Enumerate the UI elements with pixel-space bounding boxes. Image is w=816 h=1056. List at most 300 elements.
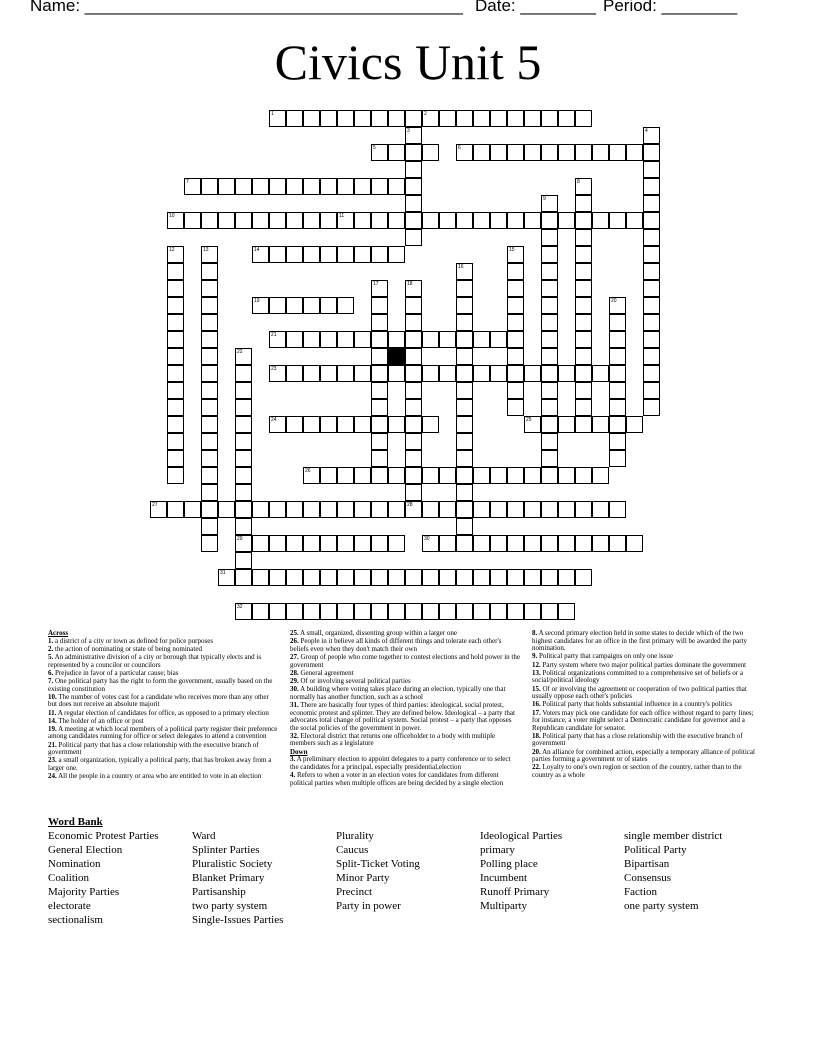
grid-cell[interactable]: [490, 535, 507, 552]
grid-cell[interactable]: [320, 365, 337, 382]
grid-cell[interactable]: [405, 127, 422, 144]
grid-cell[interactable]: [422, 535, 439, 552]
grid-cell[interactable]: [541, 416, 558, 433]
grid-cell[interactable]: [371, 246, 388, 263]
grid-cell[interactable]: [371, 144, 388, 161]
grid-cell[interactable]: [371, 110, 388, 127]
grid-cell[interactable]: [490, 467, 507, 484]
grid-cell[interactable]: [337, 569, 354, 586]
grid-cell[interactable]: [626, 535, 643, 552]
grid-cell[interactable]: [201, 382, 218, 399]
grid-cell[interactable]: [575, 246, 592, 263]
grid-cell[interactable]: [609, 212, 626, 229]
grid-cell[interactable]: [320, 467, 337, 484]
grid-cell[interactable]: [490, 569, 507, 586]
grid-cell[interactable]: [371, 467, 388, 484]
grid-cell[interactable]: [371, 569, 388, 586]
name-field[interactable]: Name: ________________________________________: [30, 0, 463, 15]
grid-cell[interactable]: [626, 212, 643, 229]
grid-cell[interactable]: [286, 297, 303, 314]
grid-cell[interactable]: [167, 263, 184, 280]
grid-cell[interactable]: [303, 246, 320, 263]
grid-cell[interactable]: [286, 246, 303, 263]
grid-cell[interactable]: [252, 297, 269, 314]
grid-cell[interactable]: [422, 212, 439, 229]
grid-cell[interactable]: [252, 603, 269, 620]
grid-cell[interactable]: [405, 399, 422, 416]
grid-cell[interactable]: [507, 297, 524, 314]
grid-cell[interactable]: [320, 569, 337, 586]
grid-cell[interactable]: [405, 161, 422, 178]
grid-cell[interactable]: [575, 569, 592, 586]
grid-cell[interactable]: [541, 331, 558, 348]
grid-cell[interactable]: [303, 297, 320, 314]
grid-cell[interactable]: [490, 110, 507, 127]
grid-cell[interactable]: [541, 467, 558, 484]
grid-cell[interactable]: [575, 348, 592, 365]
grid-cell[interactable]: [235, 433, 252, 450]
grid-cell[interactable]: [524, 569, 541, 586]
grid-cell[interactable]: [201, 212, 218, 229]
grid-cell[interactable]: [575, 416, 592, 433]
grid-cell[interactable]: [252, 178, 269, 195]
grid-cell[interactable]: [405, 365, 422, 382]
grid-cell[interactable]: [575, 535, 592, 552]
grid-cell[interactable]: [337, 178, 354, 195]
grid-cell[interactable]: [507, 535, 524, 552]
grid-cell[interactable]: [201, 467, 218, 484]
grid-cell[interactable]: [303, 178, 320, 195]
grid-cell[interactable]: [524, 501, 541, 518]
grid-cell[interactable]: [507, 331, 524, 348]
grid-cell[interactable]: [235, 178, 252, 195]
grid-cell[interactable]: [507, 263, 524, 280]
grid-cell[interactable]: [524, 144, 541, 161]
grid-cell[interactable]: [337, 110, 354, 127]
grid-cell[interactable]: [167, 246, 184, 263]
grid-cell[interactable]: [609, 382, 626, 399]
grid-cell[interactable]: [167, 450, 184, 467]
grid-cell[interactable]: [269, 535, 286, 552]
grid-cell[interactable]: [643, 365, 660, 382]
grid-cell[interactable]: [575, 144, 592, 161]
grid-cell[interactable]: [167, 501, 184, 518]
grid-cell[interactable]: [354, 246, 371, 263]
grid-cell[interactable]: [269, 416, 286, 433]
grid-cell[interactable]: [592, 365, 609, 382]
grid-cell[interactable]: [286, 569, 303, 586]
grid-cell[interactable]: [201, 484, 218, 501]
grid-cell[interactable]: [371, 365, 388, 382]
grid-cell[interactable]: [167, 348, 184, 365]
grid-cell[interactable]: [201, 314, 218, 331]
grid-cell[interactable]: [167, 280, 184, 297]
grid-cell[interactable]: [269, 110, 286, 127]
grid-cell[interactable]: [456, 416, 473, 433]
grid-cell[interactable]: [575, 382, 592, 399]
grid-cell[interactable]: [201, 280, 218, 297]
grid-cell[interactable]: [558, 144, 575, 161]
grid-cell[interactable]: [303, 535, 320, 552]
grid-cell[interactable]: [320, 501, 337, 518]
grid-cell[interactable]: [167, 297, 184, 314]
grid-cell[interactable]: [541, 399, 558, 416]
grid-cell[interactable]: [201, 433, 218, 450]
grid-cell[interactable]: [235, 535, 252, 552]
grid-cell[interactable]: [473, 467, 490, 484]
grid-cell[interactable]: [218, 212, 235, 229]
grid-cell[interactable]: [354, 178, 371, 195]
grid-cell[interactable]: [609, 365, 626, 382]
grid-cell[interactable]: [609, 399, 626, 416]
grid-cell[interactable]: [405, 144, 422, 161]
grid-cell[interactable]: [286, 603, 303, 620]
grid-cell[interactable]: [541, 195, 558, 212]
grid-cell[interactable]: [473, 110, 490, 127]
grid-cell[interactable]: [575, 365, 592, 382]
grid-cell[interactable]: [303, 467, 320, 484]
grid-cell[interactable]: [235, 382, 252, 399]
grid-cell[interactable]: [609, 501, 626, 518]
grid-cell[interactable]: [643, 144, 660, 161]
grid-cell[interactable]: [320, 416, 337, 433]
grid-cell[interactable]: [354, 365, 371, 382]
grid-cell[interactable]: [235, 484, 252, 501]
grid-cell[interactable]: [422, 467, 439, 484]
grid-cell[interactable]: [490, 603, 507, 620]
grid-cell[interactable]: [286, 178, 303, 195]
grid-cell[interactable]: [337, 297, 354, 314]
grid-cell[interactable]: [575, 467, 592, 484]
grid-cell[interactable]: [575, 399, 592, 416]
grid-cell[interactable]: [388, 110, 405, 127]
grid-cell[interactable]: [201, 263, 218, 280]
grid-cell[interactable]: [167, 365, 184, 382]
grid-cell[interactable]: [524, 365, 541, 382]
grid-cell[interactable]: [456, 433, 473, 450]
grid-cell[interactable]: [439, 603, 456, 620]
grid-cell[interactable]: [490, 331, 507, 348]
grid-cell[interactable]: [456, 518, 473, 535]
grid-cell[interactable]: [473, 501, 490, 518]
grid-cell[interactable]: [388, 178, 405, 195]
grid-cell[interactable]: [201, 331, 218, 348]
grid-cell[interactable]: [456, 450, 473, 467]
grid-cell[interactable]: [558, 212, 575, 229]
grid-cell[interactable]: [541, 314, 558, 331]
grid-cell[interactable]: [388, 569, 405, 586]
grid-cell[interactable]: [643, 280, 660, 297]
grid-cell[interactable]: [558, 535, 575, 552]
date-field[interactable]: Date: ________: [475, 0, 596, 15]
grid-cell[interactable]: [252, 535, 269, 552]
grid-cell[interactable]: [167, 314, 184, 331]
grid-cell[interactable]: [320, 246, 337, 263]
grid-cell[interactable]: [201, 450, 218, 467]
grid-cell[interactable]: [286, 365, 303, 382]
grid-cell[interactable]: [507, 280, 524, 297]
grid-cell[interactable]: [609, 416, 626, 433]
grid-cell[interactable]: [371, 178, 388, 195]
grid-cell[interactable]: [405, 484, 422, 501]
grid-cell[interactable]: [388, 501, 405, 518]
grid-cell[interactable]: [320, 603, 337, 620]
grid-cell[interactable]: [609, 144, 626, 161]
grid-cell[interactable]: [592, 416, 609, 433]
grid-cell[interactable]: [201, 348, 218, 365]
grid-cell[interactable]: [626, 416, 643, 433]
grid-cell[interactable]: [524, 110, 541, 127]
grid-cell[interactable]: [575, 229, 592, 246]
grid-cell[interactable]: [490, 144, 507, 161]
grid-cell[interactable]: [541, 450, 558, 467]
grid-cell[interactable]: [507, 501, 524, 518]
grid-cell[interactable]: [592, 467, 609, 484]
grid-cell[interactable]: [388, 535, 405, 552]
grid-cell[interactable]: [167, 416, 184, 433]
grid-cell[interactable]: [541, 212, 558, 229]
grid-cell[interactable]: [235, 450, 252, 467]
grid-cell[interactable]: [507, 212, 524, 229]
grid-cell[interactable]: [201, 535, 218, 552]
grid-cell[interactable]: [235, 212, 252, 229]
grid-cell[interactable]: [439, 365, 456, 382]
grid-cell[interactable]: [541, 110, 558, 127]
grid-cell[interactable]: [405, 450, 422, 467]
grid-cell[interactable]: [388, 416, 405, 433]
grid-cell[interactable]: [405, 382, 422, 399]
grid-cell[interactable]: [643, 382, 660, 399]
grid-cell[interactable]: [422, 144, 439, 161]
grid-cell[interactable]: [269, 365, 286, 382]
grid-cell[interactable]: [354, 212, 371, 229]
grid-cell[interactable]: [269, 246, 286, 263]
grid-cell[interactable]: [473, 331, 490, 348]
grid-cell[interactable]: [303, 569, 320, 586]
grid-cell[interactable]: [541, 501, 558, 518]
grid-cell[interactable]: [337, 212, 354, 229]
grid-cell[interactable]: [320, 535, 337, 552]
grid-cell[interactable]: [167, 399, 184, 416]
grid-cell[interactable]: [643, 314, 660, 331]
grid-cell[interactable]: [575, 314, 592, 331]
grid-cell[interactable]: [422, 365, 439, 382]
grid-cell[interactable]: [388, 212, 405, 229]
grid-cell[interactable]: [490, 501, 507, 518]
grid-cell[interactable]: [286, 110, 303, 127]
grid-cell[interactable]: [388, 144, 405, 161]
grid-cell[interactable]: [541, 348, 558, 365]
grid-cell[interactable]: [422, 331, 439, 348]
grid-cell[interactable]: [371, 382, 388, 399]
grid-cell[interactable]: [286, 535, 303, 552]
grid-cell[interactable]: [218, 178, 235, 195]
grid-cell[interactable]: [303, 331, 320, 348]
grid-cell[interactable]: [422, 603, 439, 620]
grid-cell[interactable]: [371, 212, 388, 229]
grid-cell[interactable]: [184, 178, 201, 195]
grid-cell[interactable]: [422, 110, 439, 127]
grid-cell[interactable]: [235, 416, 252, 433]
grid-cell[interactable]: [337, 365, 354, 382]
grid-cell[interactable]: [201, 246, 218, 263]
grid-cell[interactable]: [439, 501, 456, 518]
grid-cell[interactable]: [235, 603, 252, 620]
grid-cell[interactable]: [473, 365, 490, 382]
grid-cell[interactable]: [371, 501, 388, 518]
grid-cell[interactable]: [167, 382, 184, 399]
grid-cell[interactable]: [575, 280, 592, 297]
grid-cell[interactable]: [235, 467, 252, 484]
grid-cell[interactable]: [337, 467, 354, 484]
grid-cell[interactable]: [371, 314, 388, 331]
grid-cell[interactable]: [286, 501, 303, 518]
grid-cell[interactable]: [643, 212, 660, 229]
grid-cell[interactable]: [235, 501, 252, 518]
grid-cell[interactable]: [184, 212, 201, 229]
grid-cell[interactable]: [337, 246, 354, 263]
grid-cell[interactable]: [303, 603, 320, 620]
grid-cell[interactable]: [575, 297, 592, 314]
grid-cell[interactable]: [218, 501, 235, 518]
grid-cell[interactable]: [456, 399, 473, 416]
grid-cell[interactable]: [252, 569, 269, 586]
grid-cell[interactable]: [643, 297, 660, 314]
grid-cell[interactable]: [558, 501, 575, 518]
grid-cell[interactable]: [371, 450, 388, 467]
grid-cell[interactable]: [150, 501, 167, 518]
grid-cell[interactable]: [575, 110, 592, 127]
grid-cell[interactable]: [167, 331, 184, 348]
grid-cell[interactable]: [354, 467, 371, 484]
grid-cell[interactable]: [643, 399, 660, 416]
grid-cell[interactable]: [592, 212, 609, 229]
grid-cell[interactable]: [405, 501, 422, 518]
grid-cell[interactable]: [592, 144, 609, 161]
grid-cell[interactable]: [167, 467, 184, 484]
grid-cell[interactable]: [643, 195, 660, 212]
grid-cell[interactable]: [235, 348, 252, 365]
grid-cell[interactable]: [456, 569, 473, 586]
grid-cell[interactable]: [201, 518, 218, 535]
grid-cell[interactable]: [507, 603, 524, 620]
grid-cell[interactable]: [456, 280, 473, 297]
grid-cell[interactable]: [456, 501, 473, 518]
grid-cell[interactable]: [337, 603, 354, 620]
grid-cell[interactable]: [507, 246, 524, 263]
grid-cell[interactable]: [592, 535, 609, 552]
grid-cell[interactable]: [286, 416, 303, 433]
grid-cell[interactable]: [252, 246, 269, 263]
grid-cell[interactable]: [201, 297, 218, 314]
grid-cell[interactable]: [609, 433, 626, 450]
grid-cell[interactable]: [456, 348, 473, 365]
grid-cell[interactable]: [575, 331, 592, 348]
grid-cell[interactable]: [303, 501, 320, 518]
grid-cell[interactable]: [524, 416, 541, 433]
grid-cell[interactable]: [456, 484, 473, 501]
grid-cell[interactable]: [541, 263, 558, 280]
grid-cell[interactable]: [456, 110, 473, 127]
grid-cell[interactable]: [524, 212, 541, 229]
grid-cell[interactable]: [286, 331, 303, 348]
grid-cell[interactable]: [439, 535, 456, 552]
grid-cell[interactable]: [456, 331, 473, 348]
grid-cell[interactable]: [303, 212, 320, 229]
grid-cell[interactable]: [337, 416, 354, 433]
grid-cell[interactable]: [643, 178, 660, 195]
grid-cell[interactable]: [201, 501, 218, 518]
grid-cell[interactable]: [609, 331, 626, 348]
grid-cell[interactable]: [558, 569, 575, 586]
grid-cell[interactable]: [405, 314, 422, 331]
grid-cell[interactable]: [524, 467, 541, 484]
grid-cell[interactable]: [609, 348, 626, 365]
grid-cell[interactable]: [405, 229, 422, 246]
grid-cell[interactable]: [456, 467, 473, 484]
grid-cell[interactable]: [405, 467, 422, 484]
grid-cell[interactable]: [303, 110, 320, 127]
grid-cell[interactable]: [473, 569, 490, 586]
grid-cell[interactable]: [201, 399, 218, 416]
grid-cell[interactable]: [609, 535, 626, 552]
grid-cell[interactable]: [524, 535, 541, 552]
grid-cell[interactable]: [456, 212, 473, 229]
grid-cell[interactable]: [643, 127, 660, 144]
grid-cell[interactable]: [422, 501, 439, 518]
grid-cell[interactable]: [371, 535, 388, 552]
grid-cell[interactable]: [235, 552, 252, 569]
grid-cell[interactable]: [507, 382, 524, 399]
grid-cell[interactable]: [405, 195, 422, 212]
grid-cell[interactable]: [507, 467, 524, 484]
grid-cell[interactable]: [354, 416, 371, 433]
grid-cell[interactable]: [269, 212, 286, 229]
grid-cell[interactable]: [269, 178, 286, 195]
grid-cell[interactable]: [354, 501, 371, 518]
grid-cell[interactable]: [609, 314, 626, 331]
grid-cell[interactable]: [320, 297, 337, 314]
grid-cell[interactable]: [388, 246, 405, 263]
grid-cell[interactable]: [643, 263, 660, 280]
grid-cell[interactable]: [269, 331, 286, 348]
grid-cell[interactable]: [354, 331, 371, 348]
grid-cell[interactable]: [371, 433, 388, 450]
grid-cell[interactable]: [354, 110, 371, 127]
grid-cell[interactable]: [405, 348, 422, 365]
grid-cell[interactable]: [167, 212, 184, 229]
grid-cell[interactable]: [541, 229, 558, 246]
grid-cell[interactable]: [371, 297, 388, 314]
grid-cell[interactable]: [558, 603, 575, 620]
grid-cell[interactable]: [643, 161, 660, 178]
grid-cell[interactable]: [422, 416, 439, 433]
grid-cell[interactable]: [320, 178, 337, 195]
grid-cell[interactable]: [371, 280, 388, 297]
grid-cell[interactable]: [524, 603, 541, 620]
grid-cell[interactable]: [541, 144, 558, 161]
grid-cell[interactable]: [439, 569, 456, 586]
grid-cell[interactable]: [184, 501, 201, 518]
grid-cell[interactable]: [609, 297, 626, 314]
grid-cell[interactable]: [235, 399, 252, 416]
grid-cell[interactable]: [439, 331, 456, 348]
grid-cell[interactable]: [456, 314, 473, 331]
grid-cell[interactable]: [456, 297, 473, 314]
grid-cell[interactable]: [354, 569, 371, 586]
grid-cell[interactable]: [575, 501, 592, 518]
grid-cell[interactable]: [354, 535, 371, 552]
